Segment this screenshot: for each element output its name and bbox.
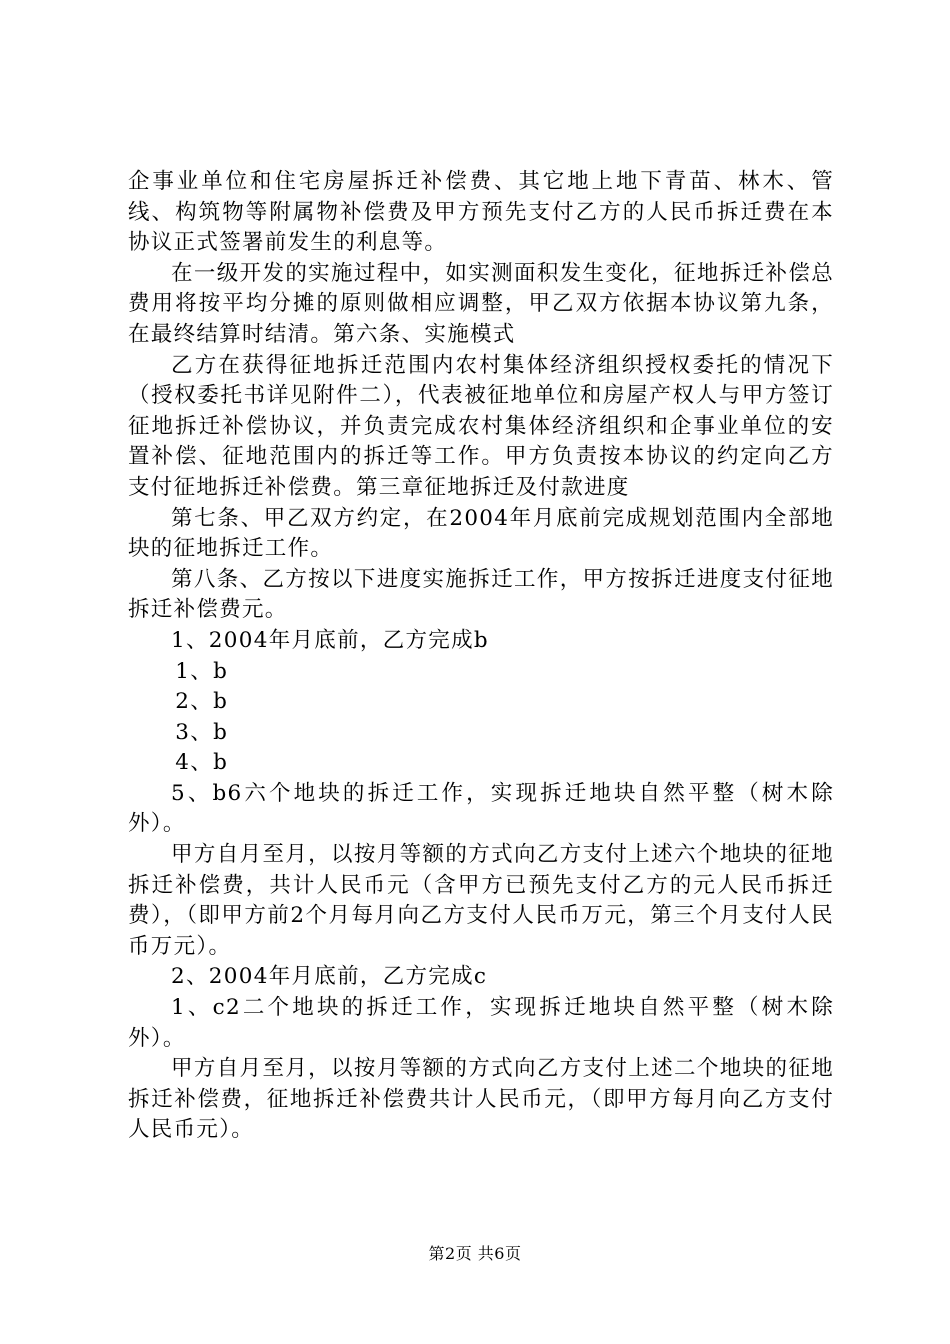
page-number-footer: 第2页 共6页 [428, 1244, 522, 1263]
paragraph-implementation-mode: 乙方在获得征地拆迁范围内农村集体经济组织授权委托的情况下（授权委托书详见附件二），代表被征地单位和房屋产权人与甲方签订征地拆迁补偿协议，并负责完成农村集体经济组织和企事业单位的安置补偿、征地范围内的拆迁等工作。甲方负责按本协议的约定向乙方支付征地拆迁补偿费。第三章征地拆迁及付款进度 [128, 352, 834, 500]
document-body [128, 167, 834, 1146]
list-item-b2: 2、b [175, 689, 229, 715]
list-item-c1-c2: 1、c2二个地块的拆迁工作，实现拆迁地块自然平整（树木除外）。 [128, 995, 834, 1051]
list-item-phase-1: 1、2004年月底前，乙方完成b [171, 627, 489, 653]
list-item-b3: 3、b [175, 719, 229, 745]
paragraph-article-8: 第八条、乙方按以下进度实施拆迁工作，甲方按拆迁进度支付征地拆迁补偿费元。 [128, 566, 834, 623]
list-item-b1: 1、b [175, 658, 229, 684]
list-item-b4: 4、b [175, 750, 229, 776]
paragraph-area-adjustment: 在一级开发的实施过程中，如实测面积发生变化，征地拆迁补偿总费用将按平均分摊的原则做相应调整，甲乙双方依据本协议第九条，在最终结算时结清。第六条、实施模式 [128, 260, 834, 347]
paragraph-phase-1-payment: 甲方自月至月，以按月等额的方式向乙方支付上述六个地块的征地拆迁补偿费，共计人民币元（含甲方已预先支付乙方的元人民币拆迁费），（即甲方前2个月每月向乙方支付人民币万元，第三个月支付人民币万元）。 [128, 842, 834, 959]
list-item-b5-b6: 5、b6六个地块的拆迁工作，实现拆迁地块自然平整（树木除外）。 [128, 780, 834, 837]
list-item-phase-2: 2、2004年月底前，乙方完成c [171, 964, 488, 990]
paragraph-phase-2-payment: 甲方自月至月，以按月等额的方式向乙方支付上述二个地块的征地拆迁补偿费，征地拆迁补偿费共计人民币元，（即甲方每月向乙方支付人民币元）。 [128, 1056, 834, 1143]
paragraph-compensation-items: 企事业单位和住宅房屋拆迁补偿费、其它地上地下青苗、林木、管线、构筑物等附属物补偿费及甲方预先支付乙方的人民币拆迁费在本协议正式签署前发生的利息等。 [128, 169, 834, 256]
paragraph-article-7: 第七条、甲乙双方约定，在2004年月底前完成规划范围内全部地块的征地拆迁工作。 [128, 505, 834, 562]
